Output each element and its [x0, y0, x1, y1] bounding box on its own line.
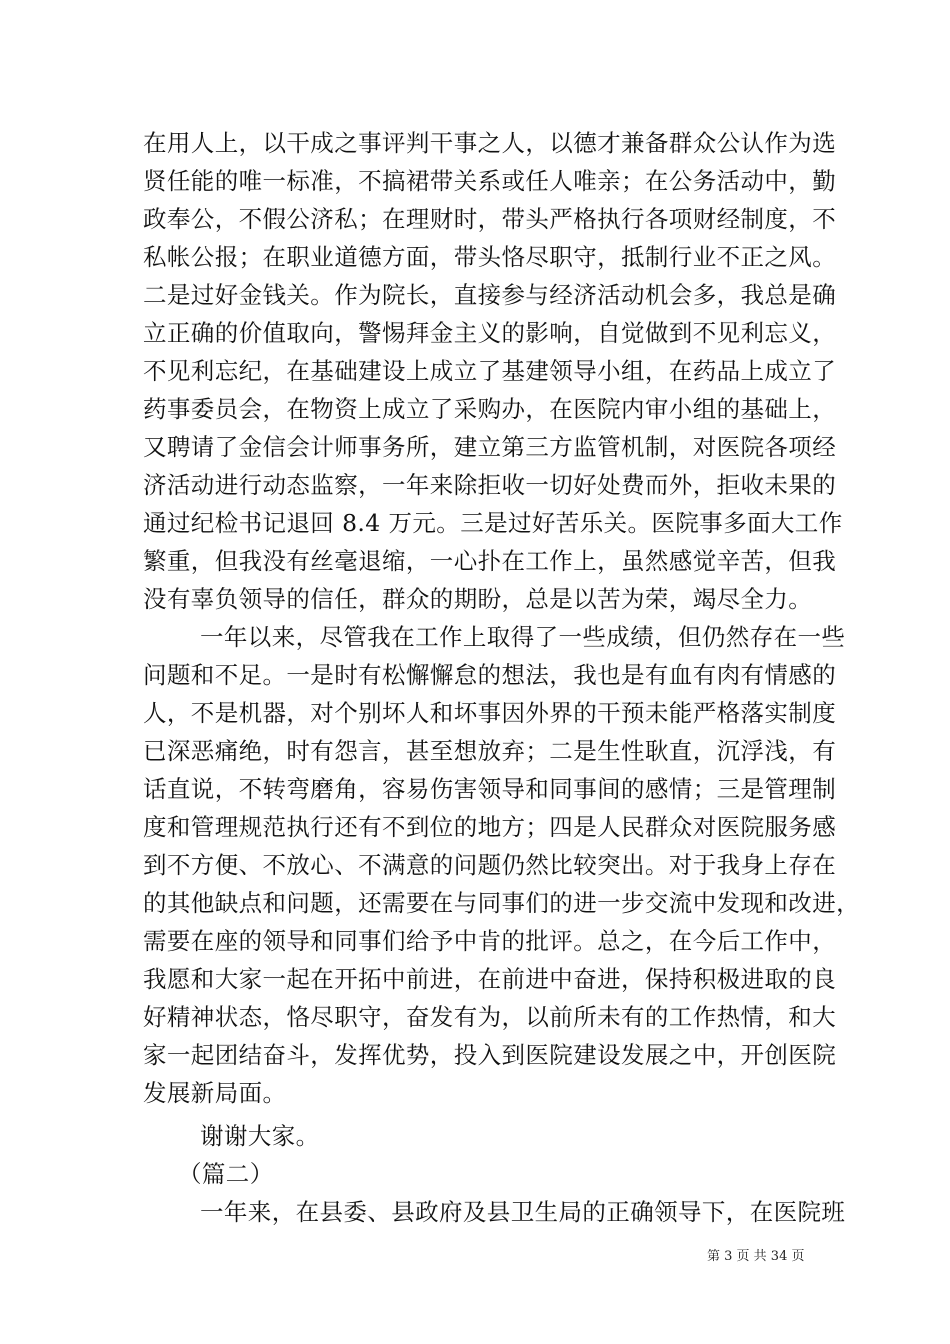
text-line: 到不方便、不放心、不满意的问题仍然比较突出。对于我身上存在 — [143, 851, 837, 879]
text-line: 私帐公报；在职业道德方面，带头恪尽职守，抵制行业不正之风。 — [143, 243, 837, 271]
text-line: 在用人上，以干成之事评判干事之人，以德才兼备群众公认作为选 — [143, 129, 837, 157]
text-line: 药事委员会，在物资上成立了采购办，在医院内审小组的基础上， — [143, 395, 837, 423]
text-line: 通过纪检书记退回 8.4 万元。三是过好苦乐关。医院事多面大工作 — [143, 509, 843, 537]
text-line: 已深恶痛绝，时有怨言，甚至想放弃；二是生性耿直，沉浮浅，有 — [143, 737, 837, 765]
text-line: 度和管理规范执行还有不到位的地方；四是人民群众对医院服务感 — [143, 813, 837, 841]
text-line: 的其他缺点和问题，还需要在与同事们的进一步交流中发现和改进， — [143, 889, 860, 917]
text-line: 没有辜负领导的信任，群众的期盼，总是以苦为荣，竭尽全力。 — [143, 585, 813, 613]
text-line: 不见利忘纪，在基础建设上成立了基建领导小组，在药品上成立了 — [143, 357, 837, 385]
text-line: 好精神状态，恪尽职守，奋发有为，以前所未有的工作热情，和大 — [143, 1003, 837, 1031]
text-line: 需要在座的领导和同事们给予中肯的批评。总之，在今后工作中， — [143, 927, 837, 955]
text-line: 立正确的价值取向，警惕拜金主义的影响，自觉做到不见利忘义， — [143, 319, 837, 347]
text-line: 贤任能的唯一标准，不搞裙带关系或任人唯亲；在公务活动中，勤 — [143, 167, 837, 195]
text-line: 繁重，但我没有丝毫退缩，一心扑在工作上，虽然感觉辛苦，但我 — [143, 547, 837, 575]
text-line: 二是过好金钱关。作为院长，直接参与经济活动机会多，我总是确 — [143, 281, 837, 309]
closing-thanks-line: 谢谢大家。 — [200, 1122, 320, 1150]
paragraph-start-line: 一年来，在县委、县政府及县卫生局的正确领导下，在医院班 — [200, 1198, 846, 1226]
text-line: 问题和不足。一是时有松懈懈怠的想法，我也是有血有肉有情感的 — [143, 661, 837, 689]
text-line: 济活动进行动态监察，一年来除拒收一切好处费而外，拒收未果的 — [143, 471, 837, 499]
section-heading: （篇二） — [178, 1160, 274, 1188]
text-line: 话直说，不转弯磨角，容易伤害领导和同事间的感情；三是管理制 — [143, 775, 837, 803]
text-line: 我愿和大家一起在开拓中前进，在前进中奋进，保持积极进取的良 — [143, 965, 837, 993]
paragraph-start-line: 一年以来，尽管我在工作上取得了一些成绩，但仍然存在一些 — [200, 623, 846, 651]
text-line: 发展新局面。 — [143, 1079, 287, 1107]
text-line: 人，不是机器，对个别坏人和坏事因外界的干预未能严格落实制度 — [143, 699, 837, 727]
page-number-footer: 第 3 页 共 34 页 — [707, 1249, 805, 1264]
text-line: 家一起团结奋斗，发挥优势，投入到医院建设发展之中，开创医院 — [143, 1041, 837, 1069]
text-line: 政奉公，不假公济私；在理财时，带头严格执行各项财经制度，不 — [143, 205, 837, 233]
text-line: 又聘请了金信会计师事务所，建立第三方监管机制，对医院各项经 — [143, 433, 837, 461]
